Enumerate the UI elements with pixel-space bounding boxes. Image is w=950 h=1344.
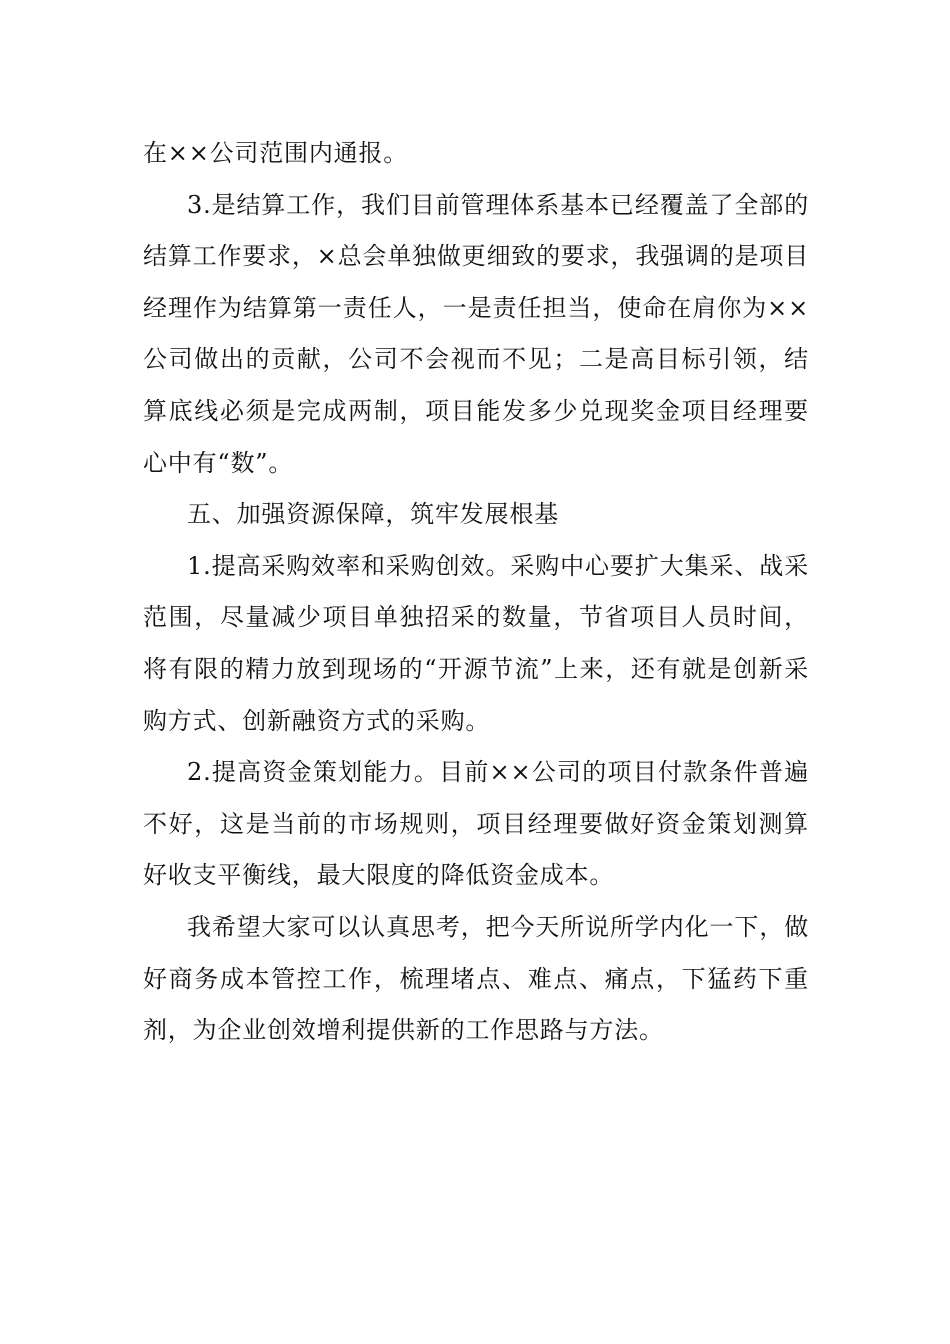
section-heading-resource-guarantee: 五、加强资源保障，筑牢发展根基 [187, 500, 559, 529]
document-body [143, 128, 809, 1057]
paragraph-closing-remarks: 我希望大家可以认真思考，把今天所说所学内化一下，做好商务成本管控工作，梳理堵点、难点、痛点，下猛药下重剂，为企业创效增利提供新的工作思路与方法。 [143, 912, 809, 1045]
paragraph-procurement-efficiency: 1.提高采购效率和采购创效。采购中心要扩大集采、战采范围，尽量减少项目单独招采的数量，节省项目人员时间，将有限的精力放到现场的“开源节流”上来，还有就是创新采购方式、创新融资方式的采购。 [143, 551, 809, 735]
paragraph-notice-end: 在××公司范围内通报。 [143, 139, 409, 167]
paragraph-settlement-work: 3.是结算工作，我们目前管理体系基本已经覆盖了全部的结算工作要求，×总会单独做更细致的要求，我强调的是项目经理作为结算第一责任人，一是责任担当，使命在肩你为××公司做出的贡献，公司不会视而不见；二是高目标引领，结算底线必须是完成两制，项目能发多少兑现奖金项目经理要心中有“数”。 [143, 190, 809, 477]
paragraph-fund-planning: 2.提高资金策划能力。目前××公司的项目付款条件普遍不好，这是当前的市场规则，项目经理要做好资金策划测算好收支平衡线，最大限度的降低资金成本。 [143, 758, 809, 890]
